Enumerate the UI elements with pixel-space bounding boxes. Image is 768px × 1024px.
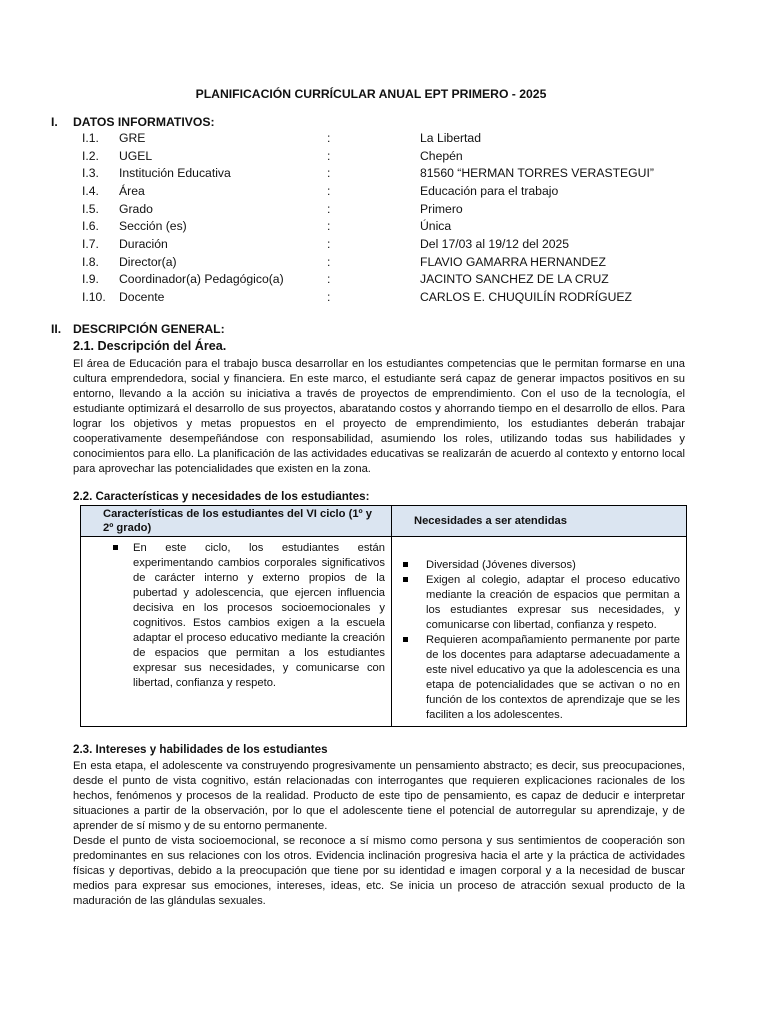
info-row-number: I.2. <box>82 149 99 163</box>
table-header-characteristics: Características de los estudiantes del VI ciclo (1º y 2º grado) <box>81 506 392 537</box>
square-bullet-icon <box>403 577 408 582</box>
info-row-label: Institución Educativa <box>119 166 231 180</box>
subsection-2-3-title: 2.3. Intereses y habilidades de los estudiantes <box>73 743 328 756</box>
info-row-colon: : <box>327 202 331 216</box>
info-row-number: I.1. <box>82 131 99 145</box>
info-row-colon: : <box>327 166 331 180</box>
info-row-colon: : <box>327 237 331 251</box>
section-2-number: II. <box>51 322 62 336</box>
info-row-number: I.9. <box>82 272 99 286</box>
info-row <box>0 184 768 202</box>
list-item <box>398 573 680 633</box>
info-row-colon: : <box>327 272 331 286</box>
table-header-needs: Necesidades a ser atendidas <box>392 506 687 537</box>
info-row <box>0 272 768 290</box>
info-row-label: Coordinador(a) Pedagógico(a) <box>119 272 284 286</box>
section-2-heading <box>51 322 351 340</box>
info-row-value: JACINTO SANCHEZ DE LA CRUZ <box>420 272 609 286</box>
document-title: PLANIFICACIÓN CURRÍCULAR ANUAL EPT PRIMERO - 2025 <box>195 87 547 101</box>
subsection-2-2-title: 2.2. Características y necesidades de los estudiantes: <box>73 490 370 503</box>
needs-cell <box>392 537 687 727</box>
info-row <box>0 149 768 167</box>
info-row <box>0 237 768 255</box>
info-row-value: FLAVIO GAMARRA HERNANDEZ <box>420 255 607 269</box>
info-row-label: Grado <box>119 202 153 216</box>
info-row-value: Primero <box>420 202 463 216</box>
list-item-text: Requieren acompañamiento permanente por parte de los docentes para adaptarse adecuadamente a este nivel educativo ya que la adolescencia es una etapa de potencialidades que se activan o no en función de los contextos de aprendizaje que se les faciliten a los adolescentes. <box>426 634 680 721</box>
info-row-colon: : <box>327 184 331 198</box>
square-bullet-icon <box>113 545 118 550</box>
info-row-colon: : <box>327 219 331 233</box>
needs-list <box>398 558 680 723</box>
area-description: El área de Educación para el trabajo busca desarrollar en los estudiantes competencias que le permitan formarse en una cultura emprendedora, social y financiera. En este marco, el estudiante será capaz de generar impactos positivos en su entorno, llevando a la acción su iniciativa a través de proyectos de emprendimiento. Con el uso de la tecnología, el estudiante optimizará el desarrollo de sus proyectos, abaratando costos y ahorrando tiempo en el desarrollo de ellos. Para lograr los objetivos y metas propuestos en el proyecto de emprendimiento, los estudiantes deberán trabajar cooperativamente desempeñándose con responsabilidad, asumiendo los roles, utilizando todas sus habilidades y conocimientos para ello. La planificación de las actividades educativas se realizarán de acuerdo al contexto y entorno local para aprovechar las potencialidades que existen en la zona. <box>73 358 685 475</box>
characteristics-cell <box>81 537 392 727</box>
info-row-label: Director(a) <box>119 255 177 269</box>
interests-paragraph-2: Desde el punto de vista socioemocional, se reconoce a sí mismo como persona y sus sentimientos de cooperación son predominantes en sus relaciones con los otros. Evidencia inclinación progresiva hacia el arte y la práctica de actividades físicas y deportivas, debido a la preocupación que tiene por su identidad e imagen corporal y a la necesidad de buscar medios para expresar sus emociones, intereses, ideas, etc. Se inicia un proceso de atracción sexual producto de la maduración de las glándulas sexuales. <box>73 835 685 907</box>
characteristics-table <box>80 505 687 727</box>
characteristics-list <box>87 541 385 691</box>
square-bullet-icon <box>403 637 408 642</box>
info-row <box>0 131 768 149</box>
subsection-2-1-title: 2.1. Descripción del Área. <box>73 339 227 353</box>
list-item-text: Exigen al colegio, adaptar el proceso educativo mediante la creación de espacios que permitan a los estudiantes expresar sus necesidades, y comunicarse con libertad, confianza y respeto. <box>426 574 680 631</box>
info-row-colon: : <box>327 255 331 269</box>
info-row-colon: : <box>327 149 331 163</box>
info-row-number: I.10. <box>82 290 106 304</box>
list-item-text: Diversidad (Jóvenes diversos) <box>426 559 576 571</box>
square-bullet-icon <box>403 562 408 567</box>
info-row-colon: : <box>327 290 331 304</box>
info-row-value: CARLOS E. CHUQUILÍN RODRÍGUEZ <box>420 290 632 304</box>
info-row-colon: : <box>327 131 331 145</box>
info-row <box>0 219 768 237</box>
table-row <box>81 537 687 727</box>
info-row-number: I.3. <box>82 166 99 180</box>
info-row-label: Sección (es) <box>119 219 187 233</box>
table-header-row <box>81 506 687 537</box>
info-row <box>0 166 768 184</box>
info-row-value: Educación para el trabajo <box>420 184 559 198</box>
info-row-label: UGEL <box>119 149 153 163</box>
info-row <box>0 290 768 308</box>
info-row-label: GRE <box>119 131 146 145</box>
info-row-value: 81560 “HERMAN TORRES VERASTEGUI” <box>420 166 654 180</box>
info-row-value: Chepén <box>420 149 463 163</box>
info-row-number: I.8. <box>82 255 99 269</box>
list-item <box>398 633 680 723</box>
info-row-number: I.7. <box>82 237 99 251</box>
section-1-number: I. <box>51 115 58 129</box>
info-row-value: La Libertad <box>420 131 481 145</box>
info-row-number: I.6. <box>82 219 99 233</box>
interests-paragraph-1: En esta etapa, el adolescente va construyendo progresivamente un pensamiento abstracto; es decir, sus preocupaciones, desde el punto de vista cognitivo, están relacionadas con interrogantes que requieren explicaciones racionales de los hechos, fenómenos y procesos de la realidad. Producto de este tipo de pensamiento, es capaz de deducir e interpretar situaciones a partir de la observación, por lo que el adolescente tiene el potencial de autorregular su aprendizaje, y de aprender de sí mismo y de su entorno permanente. <box>73 760 685 832</box>
info-row <box>0 255 768 273</box>
info-row <box>0 202 768 220</box>
list-item <box>87 541 385 691</box>
info-row-label: Docente <box>119 290 165 304</box>
section-1-title: DATOS INFORMATIVOS: <box>73 115 215 129</box>
list-item-text: En este ciclo, los estudiantes están experimentando cambios corporales significativos de carácter interno y externo propios de la pubertad y adolescencia, que ejercen influencia decisiva en los procesos socioemocionales y cognitivos. Estos cambios exigen a la escuela adaptar el proceso educativo mediante la creación de espacios que permitan a los estudiantes expresar sus necesidades, y comunicarse con libertad, confianza y respeto. <box>133 542 385 689</box>
section-2-title: DESCRIPCIÓN GENERAL: <box>73 322 225 336</box>
info-row-number: I.4. <box>82 184 99 198</box>
list-item <box>398 558 680 573</box>
info-row-value: Del 17/03 al 19/12 del 2025 <box>420 237 570 251</box>
info-row-label: Área <box>119 184 145 198</box>
info-row-label: Duración <box>119 237 168 251</box>
info-row-value: Única <box>420 219 452 233</box>
info-row-number: I.5. <box>82 202 99 216</box>
